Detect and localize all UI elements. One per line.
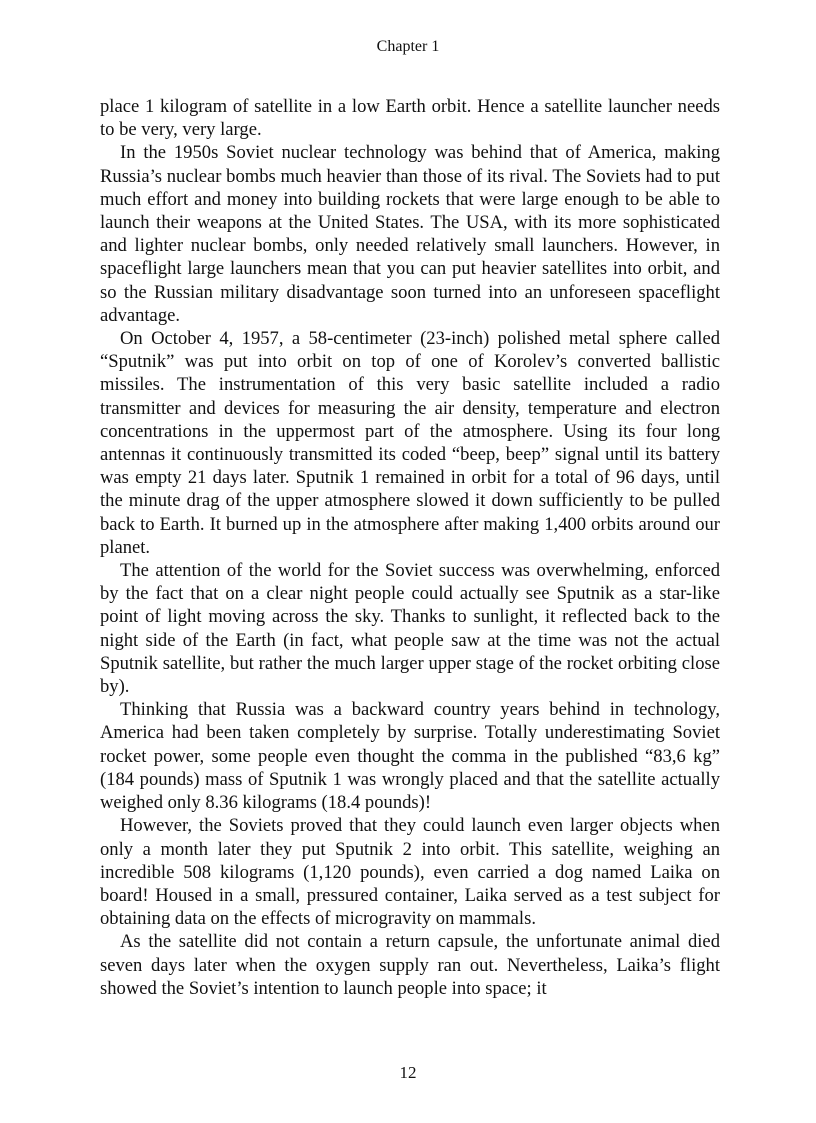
chapter-running-head: Chapter 1 <box>376 38 440 55</box>
paragraph: In the 1950s Soviet nuclear technology was behind that of America, making Russia’s nuclear bombs much heavier than those of its rival. The Soviets had to put much effort and money into building rockets that were large enough to be able to launch their weapons at the United States. The USA, with its more sophisticated and lighter nuclear bombs, only needed relatively small launchers. However, in spaceflight large launchers mean that you can put heavier satellites into orbit, and so the Russian military disadvantage soon turned into an unforeseen spaceflight advantage. <box>100 142 720 326</box>
paragraph: place 1 kilogram of satellite in a low Earth orbit. Hence a satellite launcher needs to be very, very large. <box>100 96 720 141</box>
body-text <box>100 95 720 1000</box>
paragraph: However, the Soviets proved that they could launch even larger objects when only a month later they put Sputnik 2 into orbit. This satellite, weighing an incredible 508 kilograms (1,120 pounds), even carried a dog named Laika on board! Housed in a small, pressured container, Laika served as a test subject for obtaining data on the effects of microgravity on mammals. <box>100 815 720 930</box>
paragraph: The attention of the world for the Soviet success was overwhelming, enforced by the fact that on a clear night people could actually see Sputnik as a star-like point of light moving across the sky. Thanks to sunlight, it reflected back to the night side of the Earth (in fact, what people saw at the time was not the actual Sputnik satellite, but rather the much larger upper stage of the rocket orbiting close by). <box>100 560 720 698</box>
paragraph: As the satellite did not contain a return capsule, the unfortunate animal died seven days later when the oxygen supply ran out. Nevertheless, Laika’s flight showed the Soviet’s intention to launch people into space; it <box>100 931 720 999</box>
paragraph: On October 4, 1957, a 58-centimeter (23-inch) polished metal sphere called “Sputnik” was put into orbit on top of one of Korolev’s converted ballistic missiles. The instrumentation of this very basic satellite included a radio transmitter and devices for measuring the air density, temperature and electron concentrations in the uppermost part of the atmosphere. Using its four long antennas it continuously transmitted its coded “beep, beep” signal until its battery was empty 21 days later. Sputnik 1 remained in orbit for a total of 96 days, until the minute drag of the upper atmosphere slowed it down sufficiently to be pulled back to Earth. It burned up in the atmosphere after making 1,400 orbits around our planet. <box>100 328 720 558</box>
page-number: 12 <box>399 1063 417 1082</box>
paragraph: Thinking that Russia was a backward country years behind in technology, America had been taken completely by surprise. Totally underestimating Soviet rocket power, some people even thought the comma in the published “83,6 kg” (184 pounds) mass of Sputnik 1 was wrongly placed and that the satellite actually weighed only 8.36 kilograms (18.4 pounds)! <box>100 699 720 814</box>
